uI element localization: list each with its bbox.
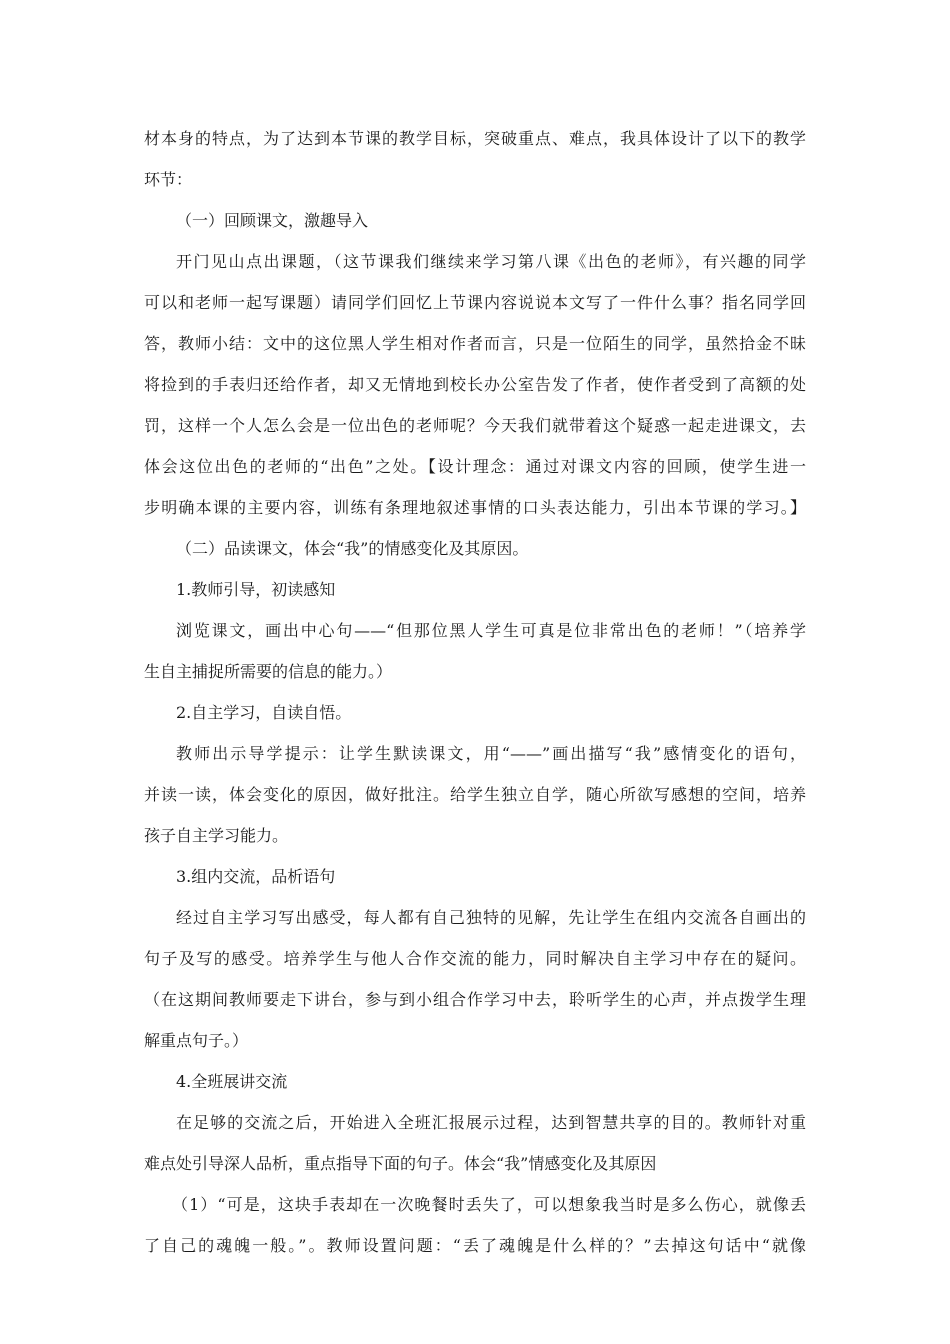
- paragraph-line: 孩子自主学习能力。: [144, 826, 289, 845]
- paragraph-line: 答，教师小结：文中的这位黑人学生相对作者而言，只是一位陌生的同学，虽然拾金不昧: [144, 334, 806, 353]
- paragraph-line: 生自主捕捉所需要的信息的能力。）: [144, 662, 393, 681]
- subsection-heading: 4.全班展讲交流: [176, 1072, 288, 1091]
- paragraph-line: 材本身的特点，为了达到本节课的教学目标，突破重点、难点，我具体设计了以下的教学: [144, 129, 806, 148]
- paragraph-line: 将捡到的手表归还给作者，却又无情地到校长办公室告发了作者，使作者受到了高额的处: [144, 375, 806, 394]
- paragraph-line: 了自己的魂魄一般。”。教师设置问题：“丢了魂魄是什么样的？”去掉这句话中“就像: [144, 1236, 806, 1255]
- subsection-heading: 3.组内交流，品析语句: [176, 867, 336, 886]
- paragraph-line: 开门见山点出课题，（这节课我们继续来学习第八课《出色的老师》，有兴趣的同学: [176, 252, 806, 271]
- paragraph-line: 步明确本课的主要内容，训练有条理地叙述事情的口头表达能力，引出本节课的学习。】: [144, 498, 806, 517]
- paragraph-line: （在这期间教师要走下讲台，参与到小组合作学习中去，聆听学生的心声，并点拨学生理: [144, 990, 806, 1009]
- subsection-heading: 2.自主学习，自读自悟。: [176, 703, 352, 722]
- paragraph-line: 环节：: [144, 170, 193, 189]
- paragraph-line: 并读一读，体会变化的原因，做好批注。给学生独立自学，随心所欲写感想的空间，培养: [144, 785, 806, 804]
- paragraph-line: 可以和老师一起写课题）请同学们回忆上节课内容说说本文写了一件什么事？指名同学回: [144, 293, 806, 312]
- paragraph-line: 解重点句子。）: [144, 1031, 249, 1050]
- subsection-heading: 1.教师引导，初读感知: [176, 580, 336, 599]
- paragraph-line: 教师出示导学提示：让学生默读课文，用“——”画出描写“我”感情变化的语句，: [176, 744, 806, 763]
- paragraph-line: 罚，这样一个人怎么会是一位出色的老师呢？今天我们就带着这个疑惑一起走进课文，去: [144, 416, 806, 435]
- paragraph-line: 体会这位出色的老师的“出色”之处。【设计理念：通过对课文内容的回顾，使学生进一: [144, 457, 806, 476]
- section-heading: （一）回顾课文，激趣导入: [176, 211, 369, 230]
- paragraph-line: 难点处引导深人品析，重点指导下面的句子。体会“我”情感变化及其原因: [144, 1154, 657, 1173]
- paragraph-line: 在足够的交流之后，开始进入全班汇报展示过程，达到智慧共享的目的。教师针对重: [176, 1113, 806, 1132]
- paragraph-line: 经过自主学习写出感受，每人都有自己独特的见解，先让学生在组内交流各自画出的: [176, 908, 806, 927]
- section-heading: （二）品读课文，体会“我”的情感变化及其原因。: [176, 539, 529, 558]
- paragraph-line: （1）“可是，这块手表却在一次晚餐时丢失了，可以想象我当时是多么伤心，就像丢: [172, 1195, 806, 1214]
- paragraph-line: 浏览课文，画出中心句——“但那位黑人学生可真是位非常出色的老师！”（培养学: [176, 621, 806, 640]
- document-body: [144, 118, 806, 1266]
- paragraph-line: 句子及写的感受。培养学生与他人合作交流的能力，同时解决自主学习中存在的疑问。: [144, 949, 806, 968]
